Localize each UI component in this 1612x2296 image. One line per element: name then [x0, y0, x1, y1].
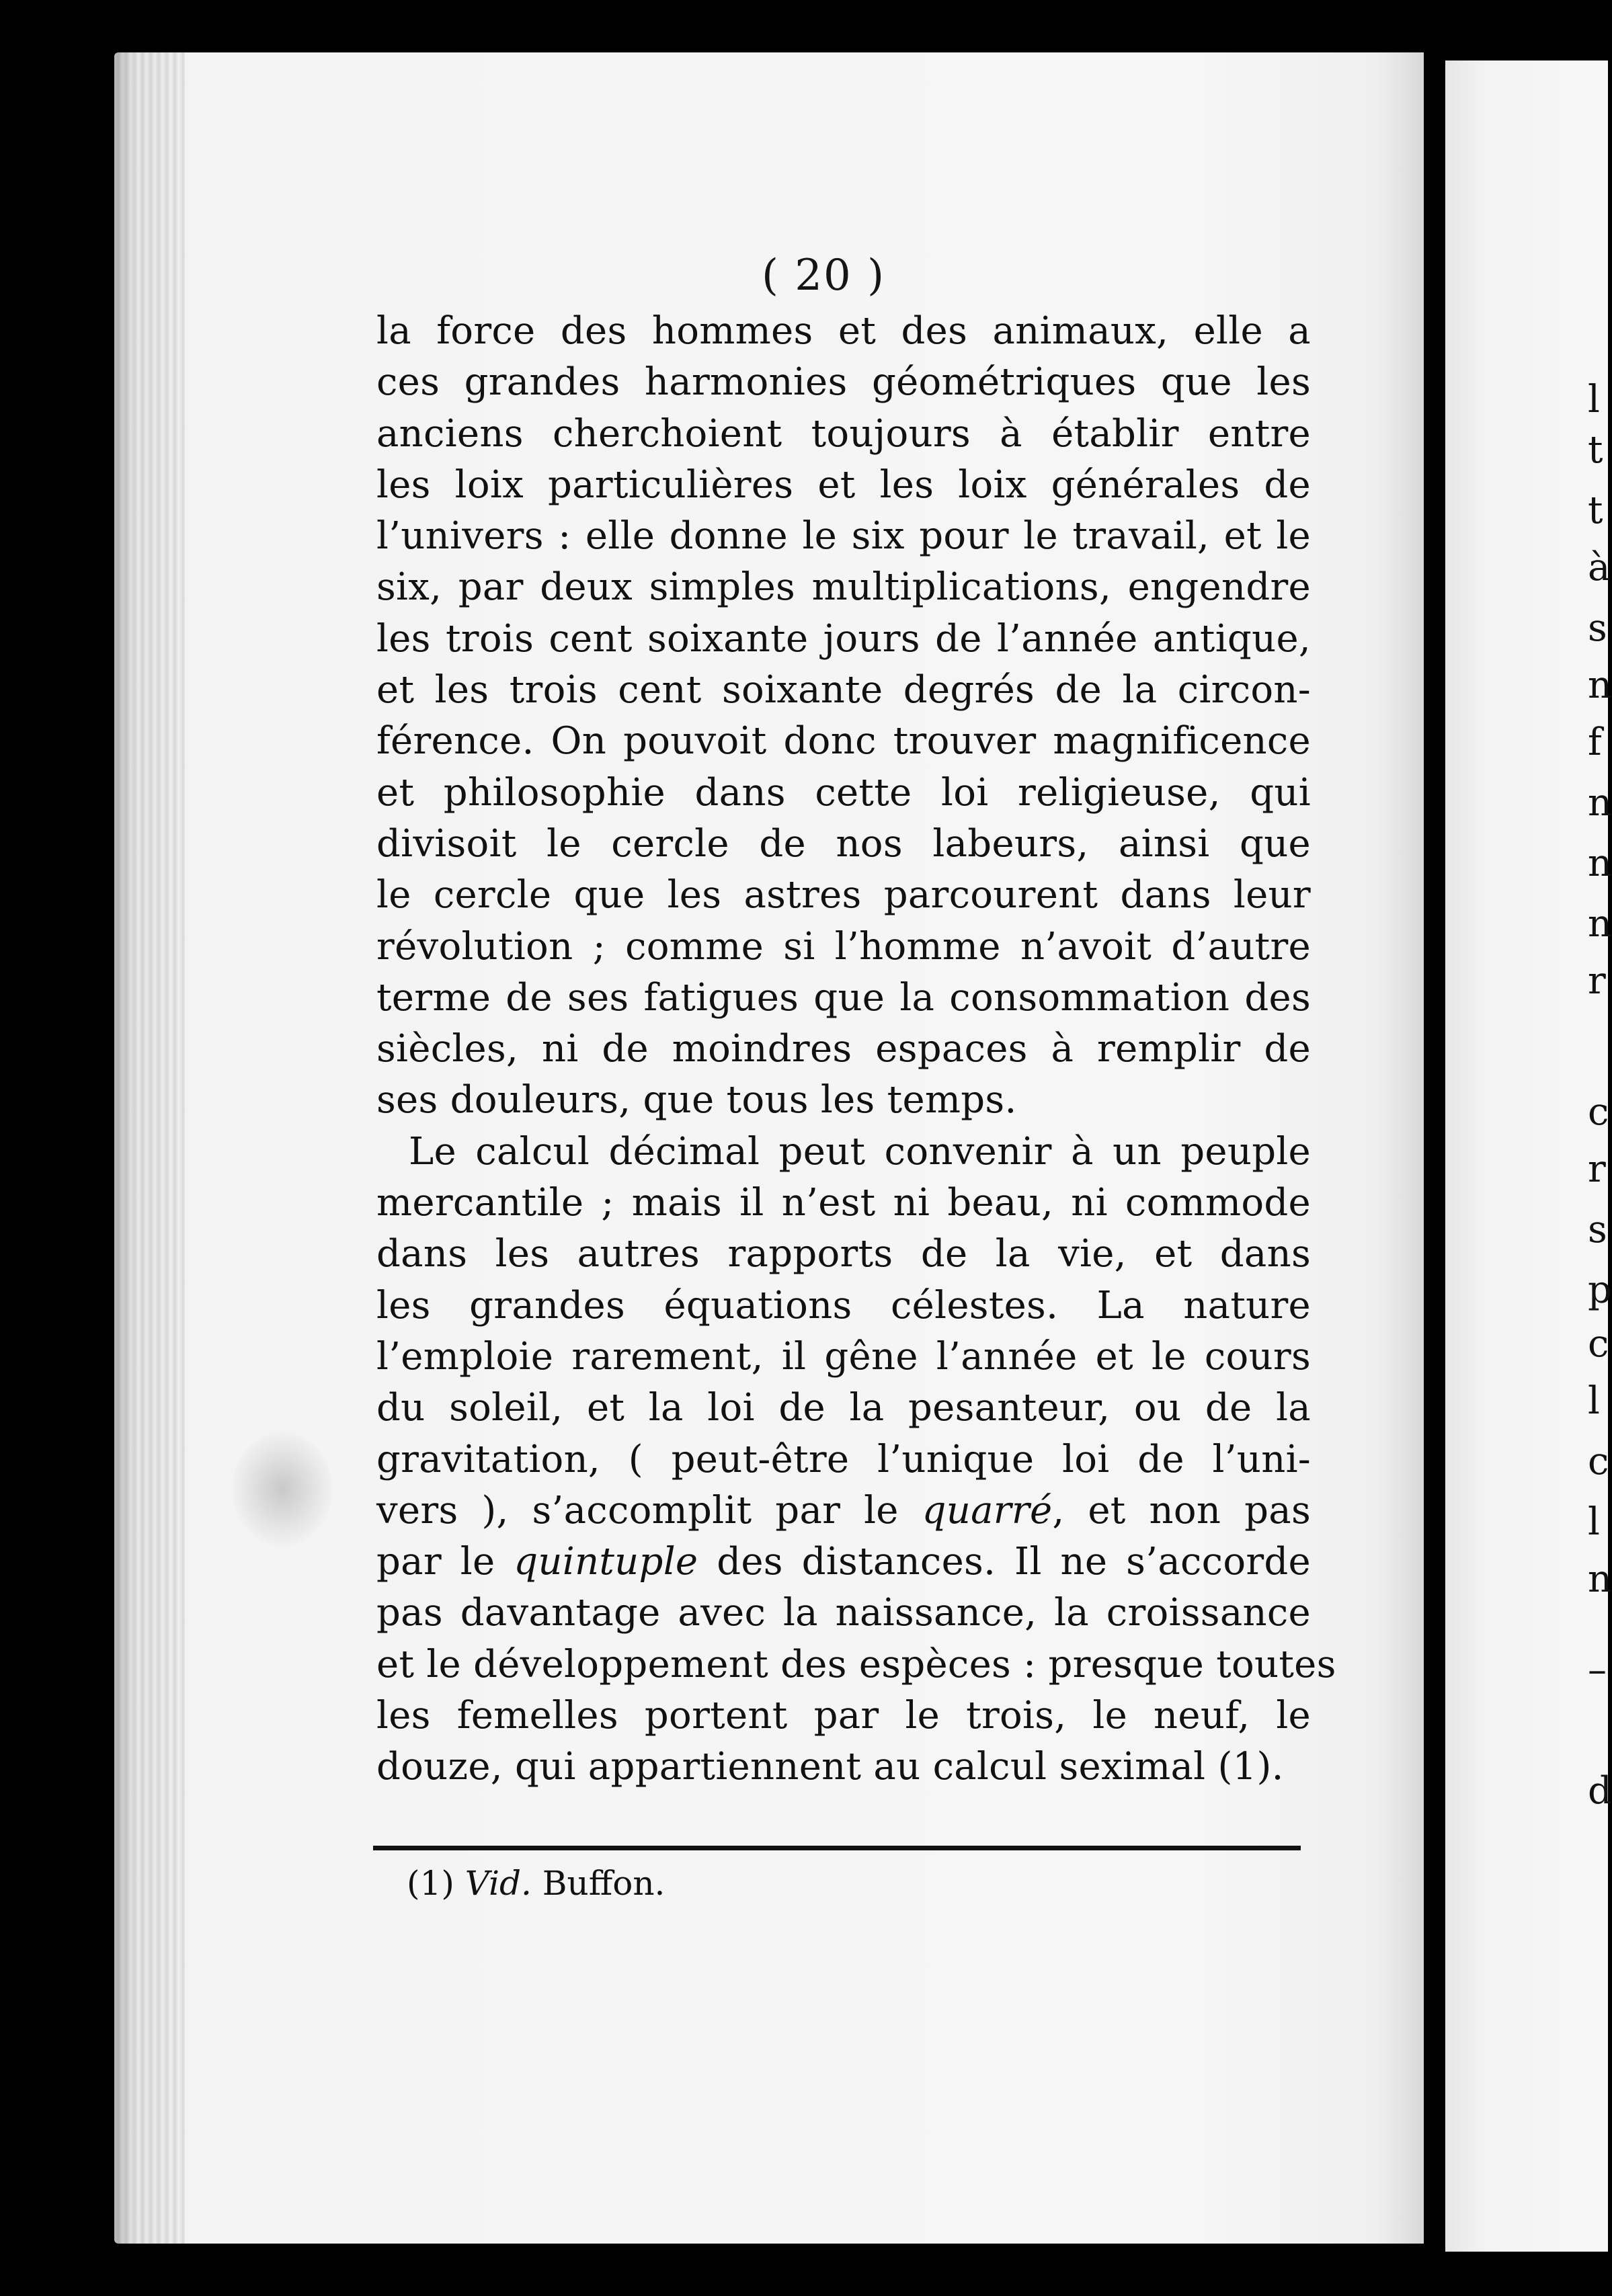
right-margin-glyph: n [1588, 781, 1612, 825]
footnote [407, 1856, 665, 1910]
text-segment: , et non pas [1052, 1488, 1311, 1532]
text-line: divisoit le cercle de nos labeurs, ainsi que [376, 821, 1311, 866]
text-segment: vers ), s’accomplit par le [376, 1488, 899, 1532]
text-line: siècles, ni de moindres espaces à remplir de [376, 1027, 1311, 1071]
text-line: les femelles portent par le trois, le neuf, le [376, 1694, 1311, 1738]
right-margin-glyph: t [1588, 428, 1603, 472]
right-margin-glyph: t [1588, 489, 1603, 532]
right-margin-glyph: l [1588, 1379, 1600, 1423]
right-margin-glyph: r [1588, 1147, 1606, 1191]
text-line: anciens cherchoient toujours à établir entre [376, 411, 1311, 456]
binding-edge [114, 52, 185, 2244]
text-line: et le développement des espèces : presque toutes [376, 1642, 1336, 1686]
text-line-with-italic [376, 1485, 1311, 1536]
text-line: mercantile ; mais il n’est ni beau, ni commode [376, 1181, 1311, 1225]
text-line: férence. On pouvoit donc trouver magnificence [376, 719, 1311, 764]
text-line: l’emploie rarement, il gêne l’année et le cours [376, 1334, 1311, 1379]
text-line: pas davantage avec la naissance, la croissance [376, 1591, 1311, 1635]
footnote-rule [373, 1846, 1301, 1850]
right-margin-glyph: r [1588, 959, 1606, 1003]
paragraph-start-line: Le calcul décimal peut convenir à un peuple [409, 1129, 1311, 1174]
footnote-vid: Vid. [465, 1864, 532, 1903]
text-line: douze, qui appartiennent au calcul seximal (1). [376, 1745, 1284, 1789]
body-text [376, 306, 1336, 1793]
text-line: le cercle que les astres parcourent dans leur [376, 873, 1311, 917]
text-line: six, par deux simples multiplications, engendre [376, 565, 1311, 610]
right-margin-glyph: c [1588, 1440, 1609, 1483]
page-number: ( 20 ) [761, 251, 886, 300]
text-line: les grandes équations célestes. La nature [376, 1283, 1311, 1327]
right-margin-glyph: c [1588, 1090, 1609, 1134]
right-margin-glyph: – [1588, 1648, 1607, 1692]
text-line: les loix particulières et les loix générales de [376, 462, 1311, 507]
text-segment: par le [376, 1540, 495, 1584]
right-page-edge [1445, 60, 1611, 2252]
text-line: ces grandes harmonies géométriques que les [376, 360, 1311, 405]
right-margin-glyph: n [1588, 1557, 1612, 1601]
text-line: les trois cent soixante jours de l’année antique, [376, 616, 1311, 661]
text-line: terme de ses fatigues que la consommation des [376, 975, 1311, 1020]
footnote-text: Buffon. [542, 1864, 666, 1903]
book-gutter [1424, 40, 1445, 2272]
text-segment: des distances. Il ne s’accorde [717, 1540, 1312, 1584]
right-margin-glyph: d [1588, 1769, 1612, 1813]
text-line: la force des hommes et des animaux, elle a [376, 309, 1311, 353]
paper-stain [232, 1432, 333, 1546]
right-margin-glyph: s [1588, 1208, 1607, 1252]
right-margin-glyph: à [1588, 546, 1611, 589]
right-margin-glyph: f [1588, 721, 1602, 764]
right-margin-glyph: c [1588, 1322, 1609, 1366]
text-line: gravitation, ( peut-être l’unique loi de l’uni- [376, 1437, 1311, 1481]
footnote-marker: (1) [407, 1864, 454, 1903]
right-margin-glyph: l [1588, 1500, 1600, 1544]
right-margin-glyph: l [1588, 378, 1600, 421]
text-line: du soleil, et la loi de la pesanteur, ou de la [376, 1386, 1311, 1430]
text-line: et philosophie dans cette loi religieuse, qui [376, 770, 1311, 815]
italic-word: quarré [922, 1488, 1053, 1532]
right-margin-glyph: n [1588, 663, 1612, 707]
right-margin-glyph: n [1588, 902, 1612, 946]
text-line: et les trois cent soixante degrés de la circon- [376, 668, 1311, 712]
italic-word: quintuple [514, 1540, 698, 1584]
text-line: l’univers : elle donne le six pour le travail, et le [376, 514, 1311, 559]
right-margin-glyph: s [1588, 606, 1607, 650]
text-line-with-italic [376, 1536, 1311, 1588]
right-margin-glyph: p [1588, 1268, 1612, 1312]
text-line: révolution ; comme si l’homme n’avoit d’autre [376, 924, 1311, 969]
text-line: ses douleurs, que tous les temps. [376, 1078, 1017, 1122]
right-margin-glyph: n [1588, 842, 1612, 885]
text-line: dans les autres rapports de la vie, et dans [376, 1232, 1311, 1276]
